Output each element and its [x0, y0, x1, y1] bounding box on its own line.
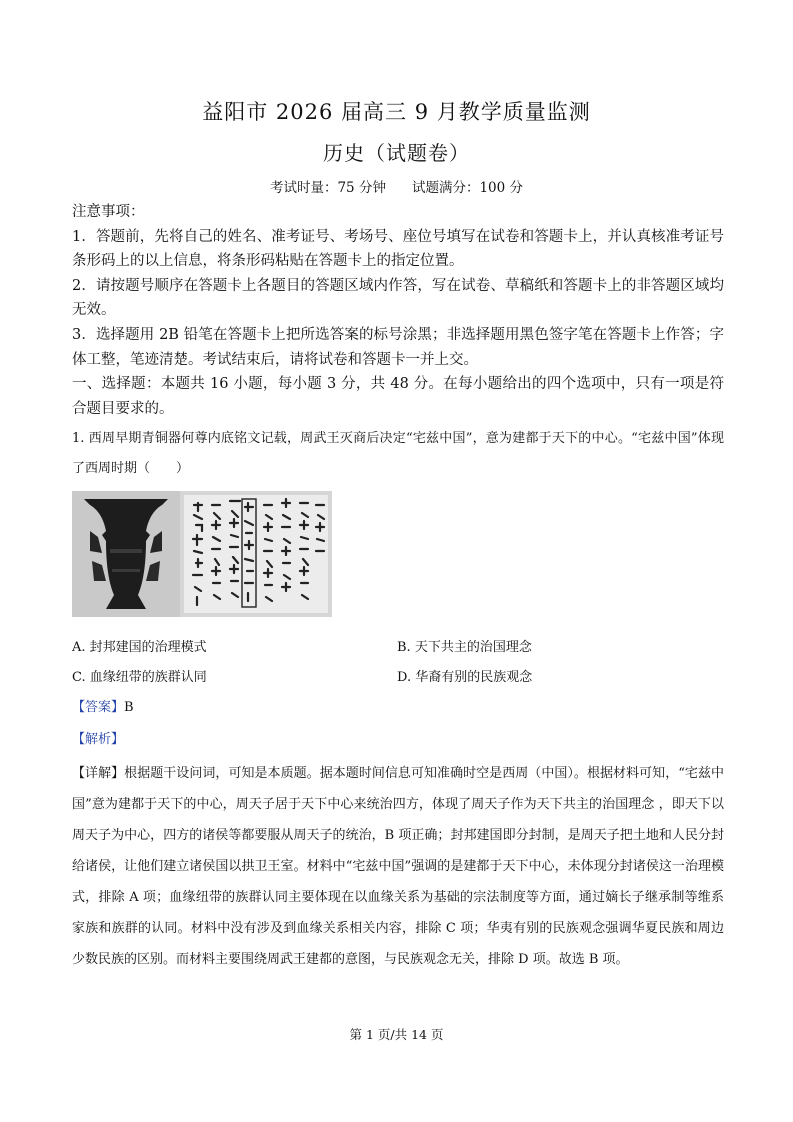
answer-line [72, 696, 134, 715]
option-a: A. 封邦建国的治理模式 [72, 640, 207, 655]
bronze-inscription-image [72, 491, 332, 617]
notes-section [72, 200, 724, 421]
notes-item-1: 1．答题前，先将自己的姓名、准考证号、考场号、座位号填写在试卷和答题卡上，并认真核准考证号条形码上的以上信息，将条形码粘贴在答题卡上的指定位置。 [72, 228, 724, 270]
exam-time: 考试时量：75 分钟 [269, 180, 386, 196]
section-heading-choice: 一、选择题：本题共 16 小题，每小题 3 分，共 48 分。在每小题给出的四个选项中，只有一项是符合题目要求的。 [72, 376, 724, 417]
notes-item-3: 3．选择题用 2B 铅笔在答题卡上把所选答案的标号涂黑；非选择题用黑色签字笔在答题卡上作答；字体工整，笔迹清楚。考试结束后，请将试卷和答题卡一并上交。 [72, 326, 724, 368]
page-number: 第 1 页/共 14 页 [349, 1027, 444, 1042]
exam-title: 益阳市 2026 届高三 9 月教学质量监测 [202, 100, 591, 124]
full-score: 试题满分：100 分 [411, 180, 524, 196]
notes-heading: 注意事项： [72, 204, 145, 220]
option-b: B. 天下共主的治国理念 [397, 640, 532, 655]
question-1-stem: 1. 西周早期青铜器何尊内底铭文记载，周武王灭商后决定“宅兹中国”，意为建都于天下的中心。“宅兹中国”体现了西周时期（ ） [72, 431, 724, 476]
exam-subtitle: 历史（试题卷） [323, 141, 470, 165]
detail-tag: 【详解】 [72, 766, 125, 781]
option-d: D. 华裔有别的民族观念 [397, 670, 533, 685]
answer-value: B [124, 700, 134, 715]
detail-text: 根据题干设问词，可知是本质题。据本题时间信息可知准确时空是西周（中国）。根据材料可知，“宅兹中国”意为建都于天下的中心，周天子居于天下中心来统治四方，体现了周天子作为天下共主的治国理念 ，即天下以周天子为中心，四方的诸侯等都要服从周天子的统治，B 项正确；封邦建国即分封制，是周天子把土地和人民分封给诸侯，让他们建立诸侯国以拱卫王室。材料中“宅兹中国”强调的是建都于天下中心，未体现分封诸侯这一治理模式，排除 A 项；血缘纽带的族群认同主要体现在以血缘关系为基础的宗法制度等方面，通过嫡长子继承制等维系家族和族群的认同。材料中没有涉及到血缘关系相关内容，排除 C 项；华夷有别的民族观念强调华夏民族和周边少数民族的区别。而材料主要围绕周武王建都的意图，与民族观念无关，排除 D 项。故选 B 项。 [72, 766, 724, 967]
answer-tag: 【答案】 [72, 700, 125, 715]
notes-item-2: 2．请按题号顺序在答题卡上各题目的答题区域内作答，写在试卷、草稿纸和答题卡上的非答题区域均无效。 [72, 277, 724, 319]
he-zun-vessel-and-rubbing-image [72, 491, 332, 617]
detail-explanation [72, 758, 724, 975]
exam-meta [0, 176, 793, 196]
analysis-tag: 【解析】 [72, 732, 125, 747]
option-c: C. 血缘纽带的族群认同 [72, 670, 207, 685]
